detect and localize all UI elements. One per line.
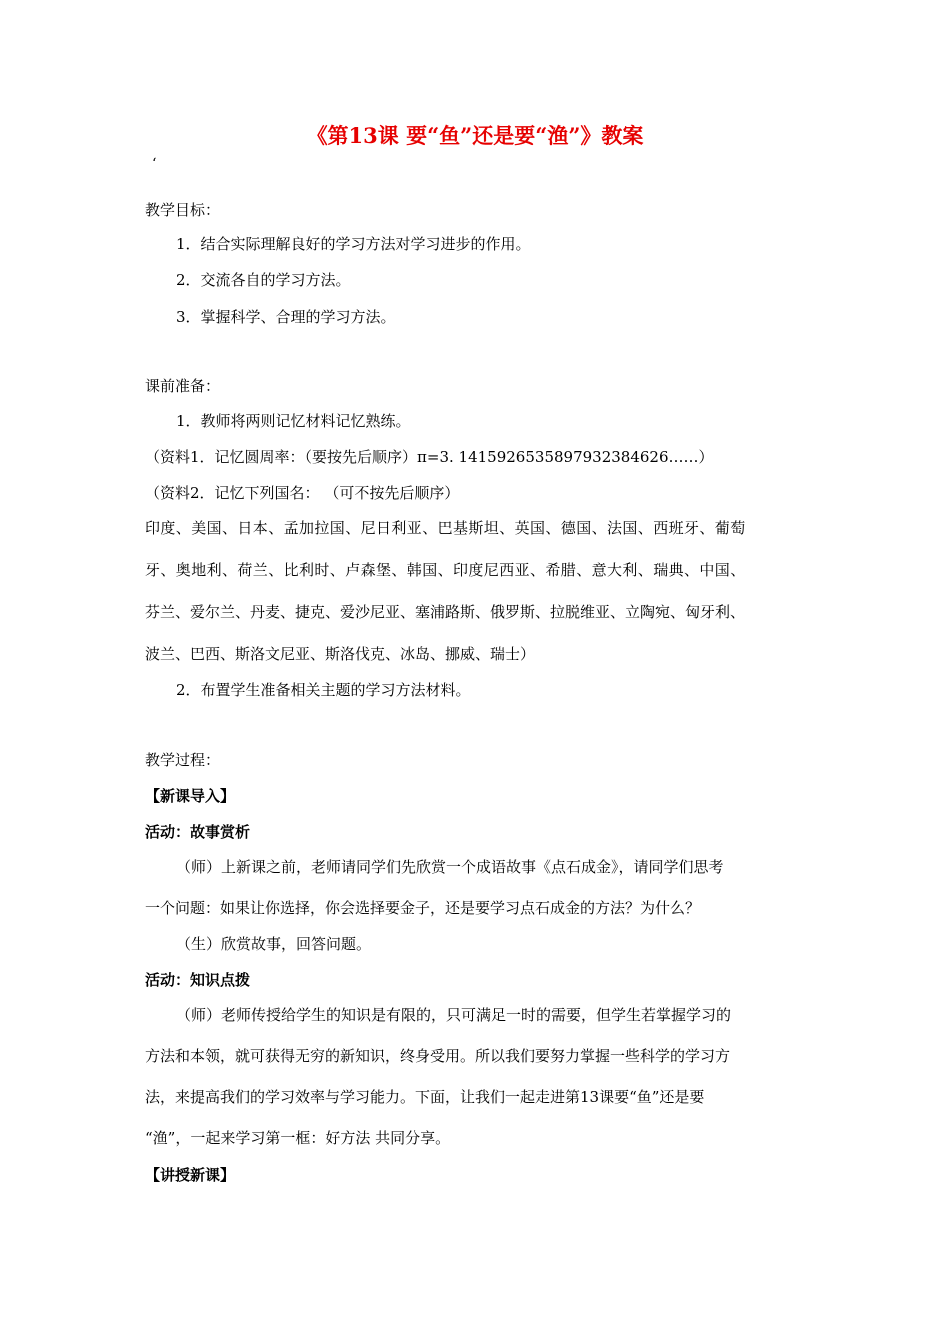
goal-item: 3．掌握科学、合理的学习方法。 <box>176 308 396 326</box>
country-list-line: 波兰、巴西、斯洛文尼亚、斯洛伐克、冰岛、挪威、瑞士） <box>145 645 536 663</box>
section-heading: 【新课导入】 <box>145 787 236 805</box>
material-countries: （资料2．记忆下列国名： （可不按先后顺序） <box>145 484 460 502</box>
document-title: 《第13课 要“鱼”还是要“渔”》教案 <box>306 123 644 148</box>
stray-mark: ‘ <box>152 156 157 172</box>
prep-item: 1．教师将两则记忆材料记忆熟练。 <box>176 412 411 430</box>
paragraph-line: （生）欣赏故事，回答问题。 <box>176 935 372 953</box>
paragraph-line: 一个问题：如果让你选择，你会选择要金子，还是要学习点石成金的方法？为什么？ <box>145 899 701 917</box>
prep-heading: 课前准备： <box>145 377 221 395</box>
paragraph-line: 法，来提高我们的学习效率与学习能力。下面，让我们一起走进第13课要“鱼”还是要 <box>145 1088 705 1106</box>
paragraph-line: 方法和本领，就可获得无穷的新知识，终身受用。所以我们要努力掌握一些科学的学习方 <box>145 1047 731 1065</box>
material-pi: （资料1．记忆圆周率：（要按先后顺序）π=3. 1415926535897932384626……） <box>145 448 714 466</box>
country-list-line: 印度、美国、日本、孟加拉国、尼日利亚、巴基斯坦、英国、德国、法国、西班牙、葡萄 <box>145 519 746 537</box>
activity-heading: 活动：知识点拨 <box>145 971 251 989</box>
goal-item: 1．结合实际理解良好的学习方法对学习进步的作用。 <box>176 235 531 253</box>
process-heading: 教学过程： <box>145 751 221 769</box>
goal-item: 2．交流各自的学习方法。 <box>176 271 351 289</box>
goals-heading: 教学目标： <box>145 201 221 219</box>
country-list-line: 芬兰、爱尔兰、丹麦、捷克、爱沙尼亚、塞浦路斯、俄罗斯、拉脱维亚、立陶宛、匈牙利、 <box>145 603 746 621</box>
activity-heading: 活动：故事赏析 <box>145 823 251 841</box>
prep-item: 2．布置学生准备相关主题的学习方法材料。 <box>176 681 471 699</box>
section-heading: 【讲授新课】 <box>145 1166 236 1184</box>
paragraph-line: （师）上新课之前，老师请同学们先欣赏一个成语故事《点石成金》，请同学们思考 <box>176 858 724 876</box>
paragraph-line: （师）老师传授给学生的知识是有限的，只可满足一时的需要，但学生若掌握学习的 <box>176 1006 732 1024</box>
country-list-line: 牙、奥地利、荷兰、比利时、卢森堡、韩国、印度尼西亚、希腊、意大利、瑞典、中国、 <box>145 561 746 579</box>
paragraph-line: “渔”，一起来学习第一框：好方法 共同分享。 <box>145 1129 451 1147</box>
